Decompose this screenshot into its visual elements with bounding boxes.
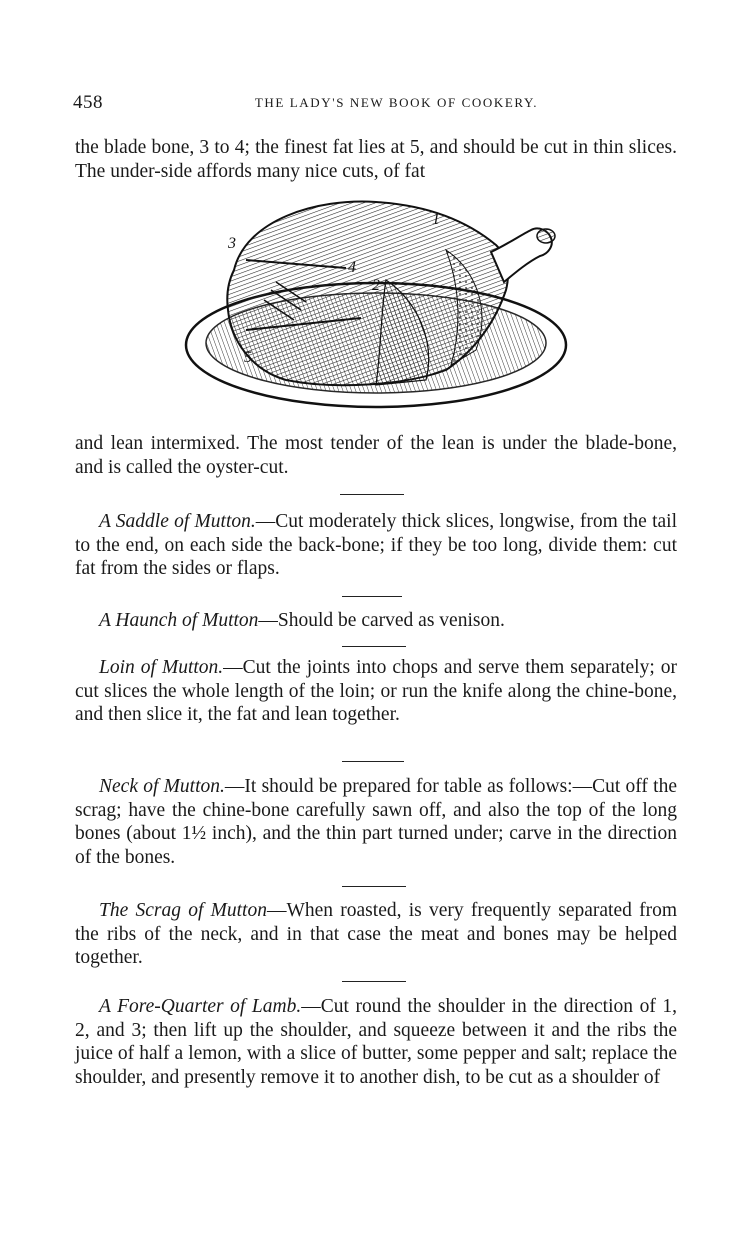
section-title: Neck of Mutton.: [99, 776, 225, 797]
section-body: —Cut round the shoulder in the direction of 1, 2, and 3; then lift up the shoulder, and squeeze between it and the ribs the juice of half a lemon, with a slice of butter, some pepper and salt; replace the shoulder, and presently remove it to another dish, to be cut as a shoulder of: [75, 996, 677, 1088]
section-body: —Should be carved as venison.: [258, 610, 505, 631]
section-title: The Scrag of Mutton: [99, 900, 267, 921]
section-fore-quarter-of-lamb: [75, 995, 677, 1089]
section-divider: [342, 596, 402, 597]
section-neck-of-mutton: [75, 775, 677, 869]
figure-label-3: 3: [228, 235, 236, 252]
section-title: A Haunch of Mutton: [99, 610, 259, 631]
figure-label-5: 5: [244, 349, 252, 366]
section-divider: [342, 886, 406, 887]
page-number: 458: [73, 92, 103, 113]
section-divider: [342, 646, 406, 647]
figure-label-4: 4: [348, 259, 356, 276]
page-header: [73, 92, 680, 114]
figure-label-2: 2: [372, 277, 380, 294]
section-saddle-of-mutton: [75, 510, 677, 581]
section-title: Loin of Mutton.: [99, 657, 224, 678]
section-scrag-of-mutton: [75, 899, 677, 970]
intro-text-bottom: and lean intermixed. The most tender of the lean is under the blade-bone, and is called the oyster-cut.: [75, 433, 677, 478]
section-title: A Fore-Quarter of Lamb.: [99, 996, 302, 1017]
figure-label-1: 1: [432, 211, 440, 228]
section-body: —Cut the joints into chops and serve them separately; or cut slices the whole length of the loin; or run the knife along the chine-bone, and then slice it, the fat and lean together.: [75, 657, 677, 725]
section-body: —It should be prepared for table as follows:—Cut off the scrag; have the chine-bone carefully sawn off, and also the top of the long bones (about 1½ inch), and the thin part turned under; carve in the direction of the bones.: [75, 776, 678, 868]
section-loin-of-mutton: [75, 656, 677, 727]
carving-illustration: [176, 190, 582, 426]
section-body: —When roasted, is very frequently separated from the ribs of the neck, and in that case the meat and bones may be helped together.: [75, 900, 678, 968]
section-body: —Cut moderately thick slices, longwise, from the tail to the end, on each side the back-bone; if they be too long, divide them: cut fat from the sides or flaps.: [75, 511, 677, 579]
section-haunch-of-mutton: [75, 609, 677, 633]
running-title: THE LADY'S NEW BOOK OF COOKERY.: [254, 95, 539, 110]
section-title: A Saddle of Mutton.: [99, 511, 256, 532]
section-divider: [342, 761, 404, 762]
section-divider: [342, 981, 406, 982]
section-divider: [340, 494, 404, 495]
intro-text-top: the blade bone, 3 to 4; the finest fat lies at 5, and should be cut in thin slices. The under-side affords many nice cuts, of fat: [75, 137, 677, 182]
